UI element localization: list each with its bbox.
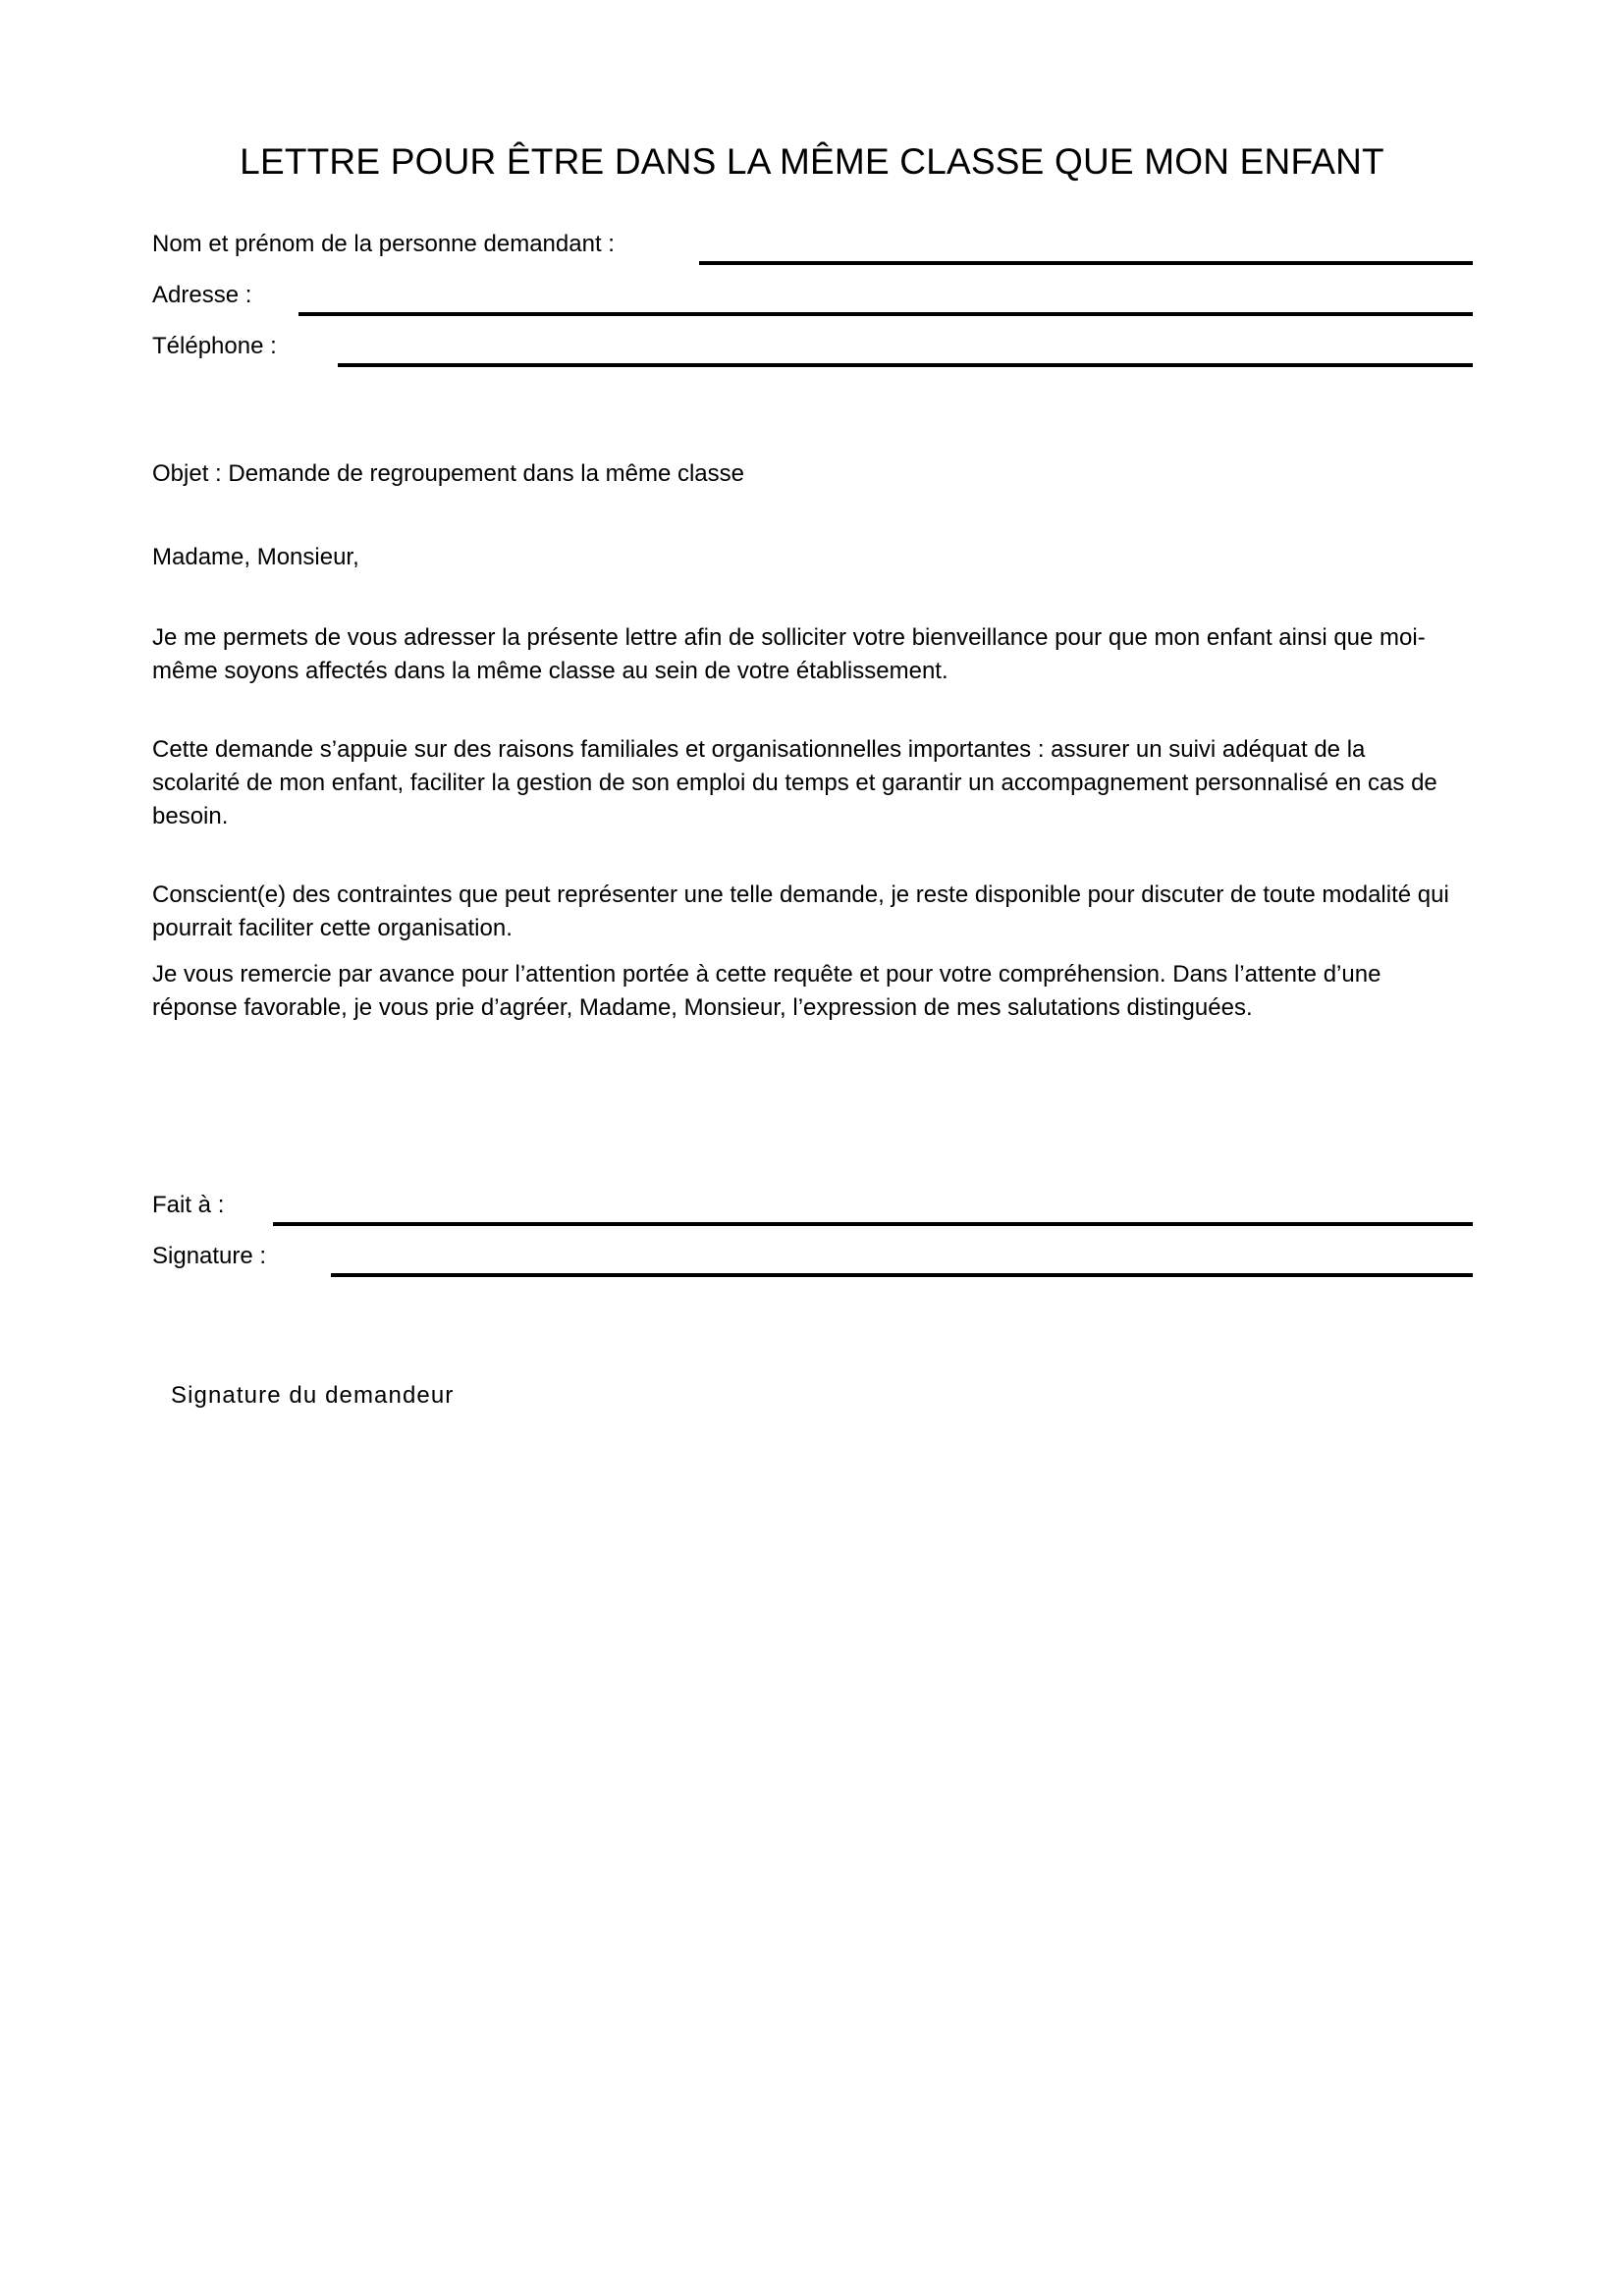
letter-paragraph-1: Je me permets de vous adresser la présente lettre afin de solliciter votre bienveillance pour que mon enfant ainsi que moi-même soyons affectés dans la même classe au sein de votre établissement. [152, 624, 1426, 684]
page-title: LETTRE POUR ÊTRE DANS LA MÊME CLASSE QUE MON ENFANT [240, 140, 1384, 182]
signature-caption: Signature du demandeur [171, 1382, 455, 1409]
field-row-signature [152, 1242, 1473, 1275]
letter-paragraph-3: Conscient(e) des contraintes que peut représenter une telle demande, je reste disponible pour discuter de toute modalité qui pourrait faciliter cette organisation. [152, 881, 1449, 941]
letter-paragraph-2: Cette demande s’appuie sur des raisons familiales et organisationnelles importantes : assurer un suivi adéquat de la scolarité de mon enfant, faciliter la gestion de son emploi du temps et garantir un accompagnement personnalisé en cas de besoin. [152, 736, 1437, 829]
field-row-telephone [152, 332, 1473, 365]
field-label-adresse: Adresse : [152, 282, 252, 308]
field-input-nom[interactable] [699, 261, 1473, 265]
field-label-nom: Nom et prénom de la personne demandant : [152, 231, 615, 257]
field-input-fait-a[interactable] [273, 1222, 1473, 1226]
letter-subject: Objet : Demande de regroupement dans la même classe [152, 460, 744, 487]
letter-paragraph-4: Je vous remercie par avance pour l’attention portée à cette requête et pour votre compréhension. Dans l’attente d’une réponse favorable, je vous prie d’agréer, Madame, Monsieur, l’expression de mes salutations distinguées. [152, 961, 1381, 1021]
field-row-fait-a [152, 1191, 1473, 1224]
field-label-telephone: Téléphone : [152, 333, 277, 359]
letter-salutation: Madame, Monsieur, [152, 544, 359, 570]
field-input-signature[interactable] [331, 1273, 1473, 1277]
field-row-adresse [152, 281, 1473, 314]
field-row-nom [152, 230, 1473, 263]
field-input-adresse[interactable] [298, 312, 1473, 316]
field-label-signature: Signature : [152, 1243, 267, 1269]
field-input-telephone[interactable] [338, 363, 1473, 367]
field-label-fait-a: Fait à : [152, 1192, 225, 1218]
